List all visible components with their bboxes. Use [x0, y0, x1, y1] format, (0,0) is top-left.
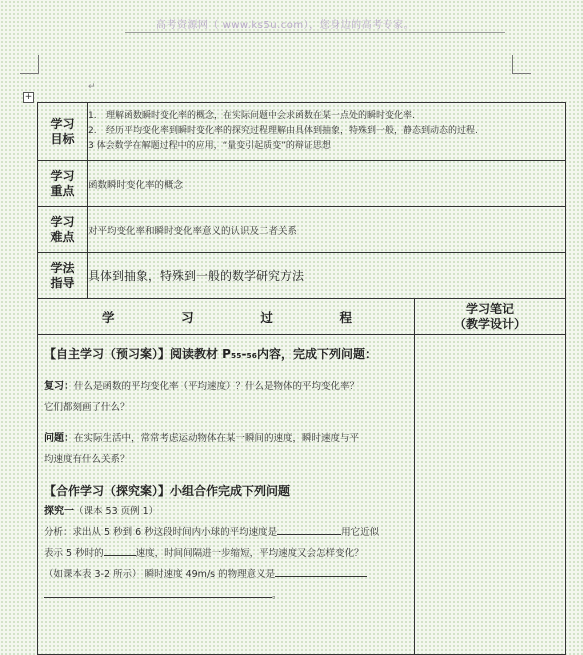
key-content: 函数瞬时变化率的概念: [88, 161, 566, 207]
page-header-text: 高考资源网（ www.ks5u.com），您身边的高考专家。: [155, 20, 415, 31]
header-rule: [125, 32, 505, 33]
explore-heading: 探究一（课本 53 页例 1）: [44, 506, 159, 517]
row-difficulty: [38, 207, 566, 253]
goals-heading: 学习目标: [38, 103, 88, 161]
analysis-paragraph: 分析：求出从 5 秒到 6 秒这段时间内小球的平均速度是 用它近似 表示 5 秒时的 速度，时间间隔进一步缩短，平均速度又会怎样变化？ （如课本表 3-2 所示） 瞬时速度 49m/s 的物理意义是 。: [44, 522, 410, 606]
move-handle-icon[interactable]: +: [24, 92, 33, 102]
key-heading: 学习重点: [38, 161, 88, 207]
lesson-plan-table: [37, 102, 566, 655]
method-heading: 学法指导: [38, 253, 88, 299]
question-paragraph: 问题：在实际生活中，常常考虑运动物体在某一瞬间的速度，瞬时速度与平 均速度有什么关系？: [44, 433, 360, 465]
goal-item: 1. 理解函数瞬时变化率的概念，在实际问题中会求函数在某一点处的瞬时变化率.: [88, 111, 415, 121]
process-title: 学 习 过 程: [102, 309, 352, 325]
goals-content: [88, 103, 566, 161]
row-key-points: [38, 161, 566, 207]
paragraph-mark-icon: ↵: [88, 82, 96, 92]
answer-blank[interactable]: [44, 586, 272, 598]
notes-title: 学习笔记 （教学设计）: [415, 299, 566, 335]
difficulty-heading: 学习难点: [38, 207, 88, 253]
crop-mark-right: [512, 55, 531, 74]
goal-item: 2. 经历平均变化率到瞬时变化率的探究过程理解由具体到抽象，特殊到一般，静态到动态的过程.: [88, 126, 478, 136]
crop-mark-left: [20, 55, 39, 74]
section-self-study-title: 【自主学习（预习案）】阅读教材 P₅₅-₅₆内容，完成下列问题：: [44, 347, 377, 361]
method-content: 具体到抽象，特殊到一般的数学研究方法: [88, 253, 566, 299]
answer-blank[interactable]: [277, 523, 341, 535]
process-title-cell: [38, 299, 415, 335]
answer-blank[interactable]: [104, 544, 136, 556]
review-paragraph: 复习：什么是函数的平均变化率（平均速度）？什么是物体的平均变化率？ 它们都刻画了什么？: [44, 381, 360, 413]
row-process-content: [38, 335, 566, 655]
row-goals: [38, 103, 566, 161]
goal-item: 3 体会数学在解题过程中的应用，“量变引起质变”的辩证思想: [88, 141, 331, 151]
answer-blank[interactable]: [275, 565, 367, 577]
process-content: [38, 335, 415, 655]
section-cooperative-title: 【合作学习（探究案）】小组合作完成下列问题: [44, 484, 291, 498]
notes-column[interactable]: [415, 335, 566, 655]
difficulty-content: 对平均变化率和瞬时变化率意义的认识及二者关系: [88, 207, 566, 253]
row-process-header: [38, 299, 566, 335]
row-method: [38, 253, 566, 299]
